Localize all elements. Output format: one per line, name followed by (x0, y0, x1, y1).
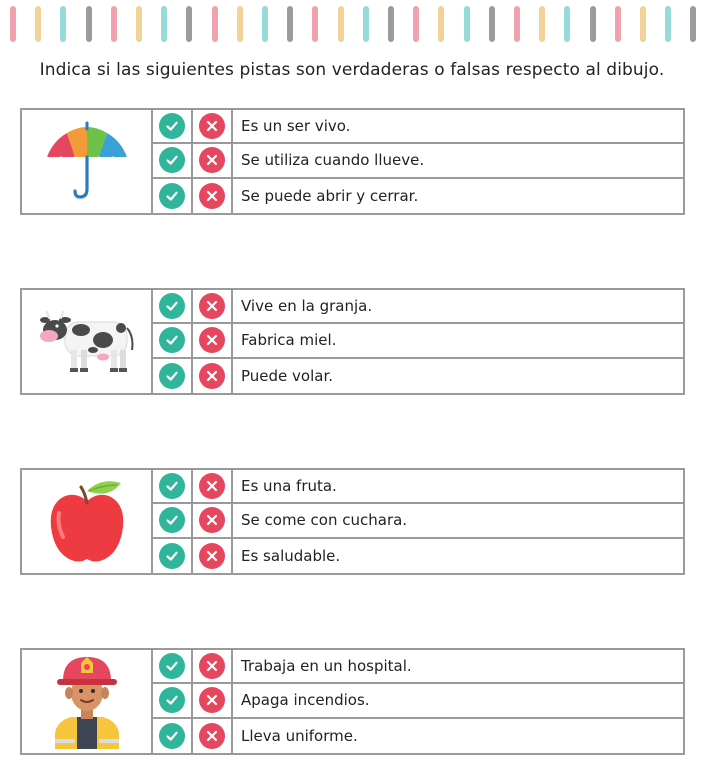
clue-block-umbrella (20, 108, 685, 215)
stripe (186, 6, 192, 42)
firefighter-image (22, 650, 153, 753)
check-icon (159, 183, 185, 209)
stripe (86, 6, 92, 42)
false-option[interactable] (193, 684, 233, 718)
clue-text: Lleva uniforme. (241, 726, 358, 745)
stripe (438, 6, 444, 42)
clue-text: Fabrica miel. (233, 324, 683, 358)
clue-text: Se come con cuchara. (233, 504, 683, 538)
stripe (665, 6, 671, 42)
false-option[interactable] (193, 359, 233, 393)
stripe (615, 6, 621, 42)
false-option[interactable] (193, 470, 233, 504)
stripe (564, 6, 570, 42)
true-option[interactable] (153, 504, 193, 538)
cross-icon (199, 653, 225, 679)
true-option[interactable] (153, 179, 193, 213)
stripe (590, 6, 596, 42)
false-option[interactable] (193, 504, 233, 538)
clue-text: Es una fruta. (233, 470, 683, 504)
true-option[interactable] (153, 684, 193, 718)
check-icon (159, 113, 185, 139)
clue-text: Es un ser vivo. (233, 110, 683, 144)
clue-block-firefighter (20, 648, 685, 755)
stripe (111, 6, 117, 42)
apple-icon (45, 477, 129, 565)
check-icon (159, 363, 185, 389)
check-icon (159, 327, 185, 353)
stripe (690, 6, 696, 42)
cross-icon (199, 363, 225, 389)
false-option[interactable] (193, 539, 233, 573)
check-icon (159, 293, 185, 319)
stripe (262, 6, 268, 42)
umbrella-image (22, 110, 153, 213)
cross-icon (199, 687, 225, 713)
false-option[interactable] (193, 144, 233, 178)
false-option[interactable] (193, 324, 233, 358)
cross-icon (199, 543, 225, 569)
true-option[interactable] (153, 110, 193, 144)
firefighter-icon (47, 653, 127, 749)
cross-icon (199, 183, 225, 209)
stripe (212, 6, 218, 42)
stripe (287, 6, 293, 42)
decorative-stripes (0, 6, 704, 42)
apple-image (22, 470, 153, 573)
stripe (640, 6, 646, 42)
clue-text: Es saludable. (241, 546, 341, 565)
clue-text: Puede volar. (241, 366, 334, 385)
cross-icon (199, 113, 225, 139)
check-icon (159, 653, 185, 679)
stripe (338, 6, 344, 42)
check-icon (159, 543, 185, 569)
clue-text: Apaga incendios. (233, 684, 683, 718)
stripe (363, 6, 369, 42)
false-option[interactable] (193, 110, 233, 144)
true-option[interactable] (153, 719, 193, 753)
check-icon (159, 473, 185, 499)
check-icon (159, 507, 185, 533)
stripe (413, 6, 419, 42)
true-option[interactable] (153, 359, 193, 393)
cross-icon (199, 147, 225, 173)
stripe (237, 6, 243, 42)
clue-text: Trabaja en un hospital. (233, 650, 683, 684)
true-option[interactable] (153, 539, 193, 573)
stripe (312, 6, 318, 42)
stripe (388, 6, 394, 42)
true-option[interactable] (153, 650, 193, 684)
stripe (514, 6, 520, 42)
check-icon (159, 147, 185, 173)
false-option[interactable] (193, 179, 233, 213)
cross-icon (199, 327, 225, 353)
check-icon (159, 687, 185, 713)
stripe (161, 6, 167, 42)
true-option[interactable] (153, 144, 193, 178)
instruction-text: Indica si las siguientes pistas son verdaderas o falsas respecto al dibujo. (39, 60, 665, 80)
cow-image (22, 290, 153, 393)
true-option[interactable] (153, 324, 193, 358)
clue-text: Se utiliza cuando llueve. (233, 144, 683, 178)
stripe (489, 6, 495, 42)
stripe (35, 6, 41, 42)
true-option[interactable] (153, 290, 193, 324)
stripe (60, 6, 66, 42)
clue-block-apple (20, 468, 685, 575)
stripe (10, 6, 16, 42)
stripe (136, 6, 142, 42)
cross-icon (199, 723, 225, 749)
false-option[interactable] (193, 650, 233, 684)
true-option[interactable] (153, 470, 193, 504)
stripe (464, 6, 470, 42)
cross-icon (199, 473, 225, 499)
clue-text: Se puede abrir y cerrar. (241, 186, 419, 205)
false-option[interactable] (193, 290, 233, 324)
false-option[interactable] (193, 719, 233, 753)
stripe (539, 6, 545, 42)
check-icon (159, 723, 185, 749)
cross-icon (199, 507, 225, 533)
cow-icon (37, 306, 137, 376)
umbrella-icon (45, 119, 129, 203)
clue-text: Vive en la granja. (233, 290, 683, 324)
clue-block-cow (20, 288, 685, 395)
cross-icon (199, 293, 225, 319)
